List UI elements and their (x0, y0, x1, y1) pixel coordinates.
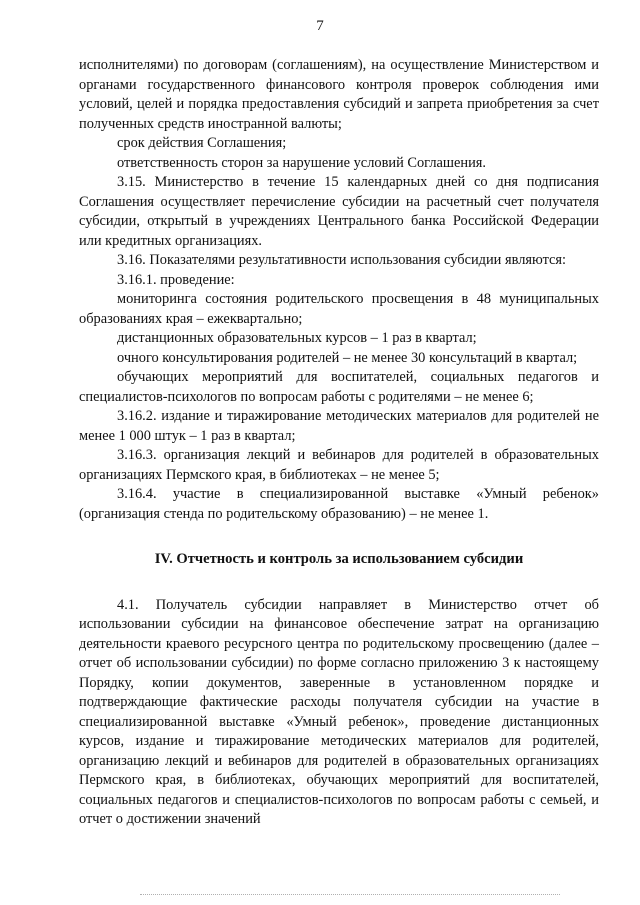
paragraph: 3.16.2. издание и тиражирование методических материалов для родителей не менее 1 000 штук – 1 раз в квартал; (79, 408, 599, 444)
paragraph: 3.15. Министерство в течение 15 календарных дней со дня подписания Соглашения осуществляет перечисление субсидии на расчетный счет получателя субсидии, открытый в учреждениях Центрального банка Российской Федерации или кредитных организациях. (79, 174, 599, 249)
paragraph: исполнителями) по договорам (соглашениям), на осуществление Министерством и органами государственного финансового контроля проверок соблюдения ими условий, целей и порядка предоставления субсидий и запрета приобретения за счет полученных средств иностранной валюты; (79, 57, 599, 132)
paragraph: 3.16.1. проведение: (117, 271, 235, 288)
paragraph: 3.16.4. участие в специализированной выставке «Умный ребенок» (организация стенда по родительскому образованию) – не менее 1. (79, 486, 599, 522)
paragraph: дистанционных образовательных курсов – 1 раз в квартал; (117, 330, 477, 346)
paragraph: 3.16. Показателями результативности использования субсидии являются: (117, 252, 567, 268)
paragraph: ответственность сторон за нарушение условий Соглашения. (117, 154, 486, 171)
footer-divider (140, 894, 560, 895)
paragraph: обучающих мероприятий для воспитателей, социальных педагогов и специалистов-психологов по вопросам работы с родителями – не менее 6; (79, 369, 599, 405)
document-body (79, 56, 599, 830)
paragraph: мониторинга состояния родительского просвещения в 48 муниципальных образованиях края – ежеквартально; (79, 291, 599, 327)
paragraph: 3.16.3. организация лекций и вебинаров для родителей в образовательных организациях Пермского края, в библиотеках – не менее 5; (79, 447, 599, 483)
paragraph: очного консультирования родителей – не менее 30 консультаций в квартал; (117, 349, 578, 366)
section-heading: IV. Отчетность и контроль за использованием субсидии (154, 551, 524, 567)
paragraph: 4.1. Получатель субсидии направляет в Министерство отчет об использовании субсидии на финансовое обеспечение затрат на организацию деятельности краевого ресурсного центра по родительскому просвещению (далее – отчет об использовании субсидии) по форме согласно приложению 3 к настоящему Порядку, копии документов, заверенные в установленном порядке и подтверждающие фактические расходы получателя субсидии на участие в специализированной выставке «Умный ребенок», проведение дистанционных курсов, издание и тиражирование методических материалов для родителей, организацию лекций и вебинаров для родителей в образовательных организациях Пермского края, в библиотеках, обучающих мероприятий для воспитателей, социальных педагогов и специалистов-психологов по вопросам работы с семьей, и отчет о достижении значений (79, 596, 599, 827)
page-number: 7 (316, 18, 324, 34)
paragraph: срок действия Соглашения; (117, 135, 287, 151)
